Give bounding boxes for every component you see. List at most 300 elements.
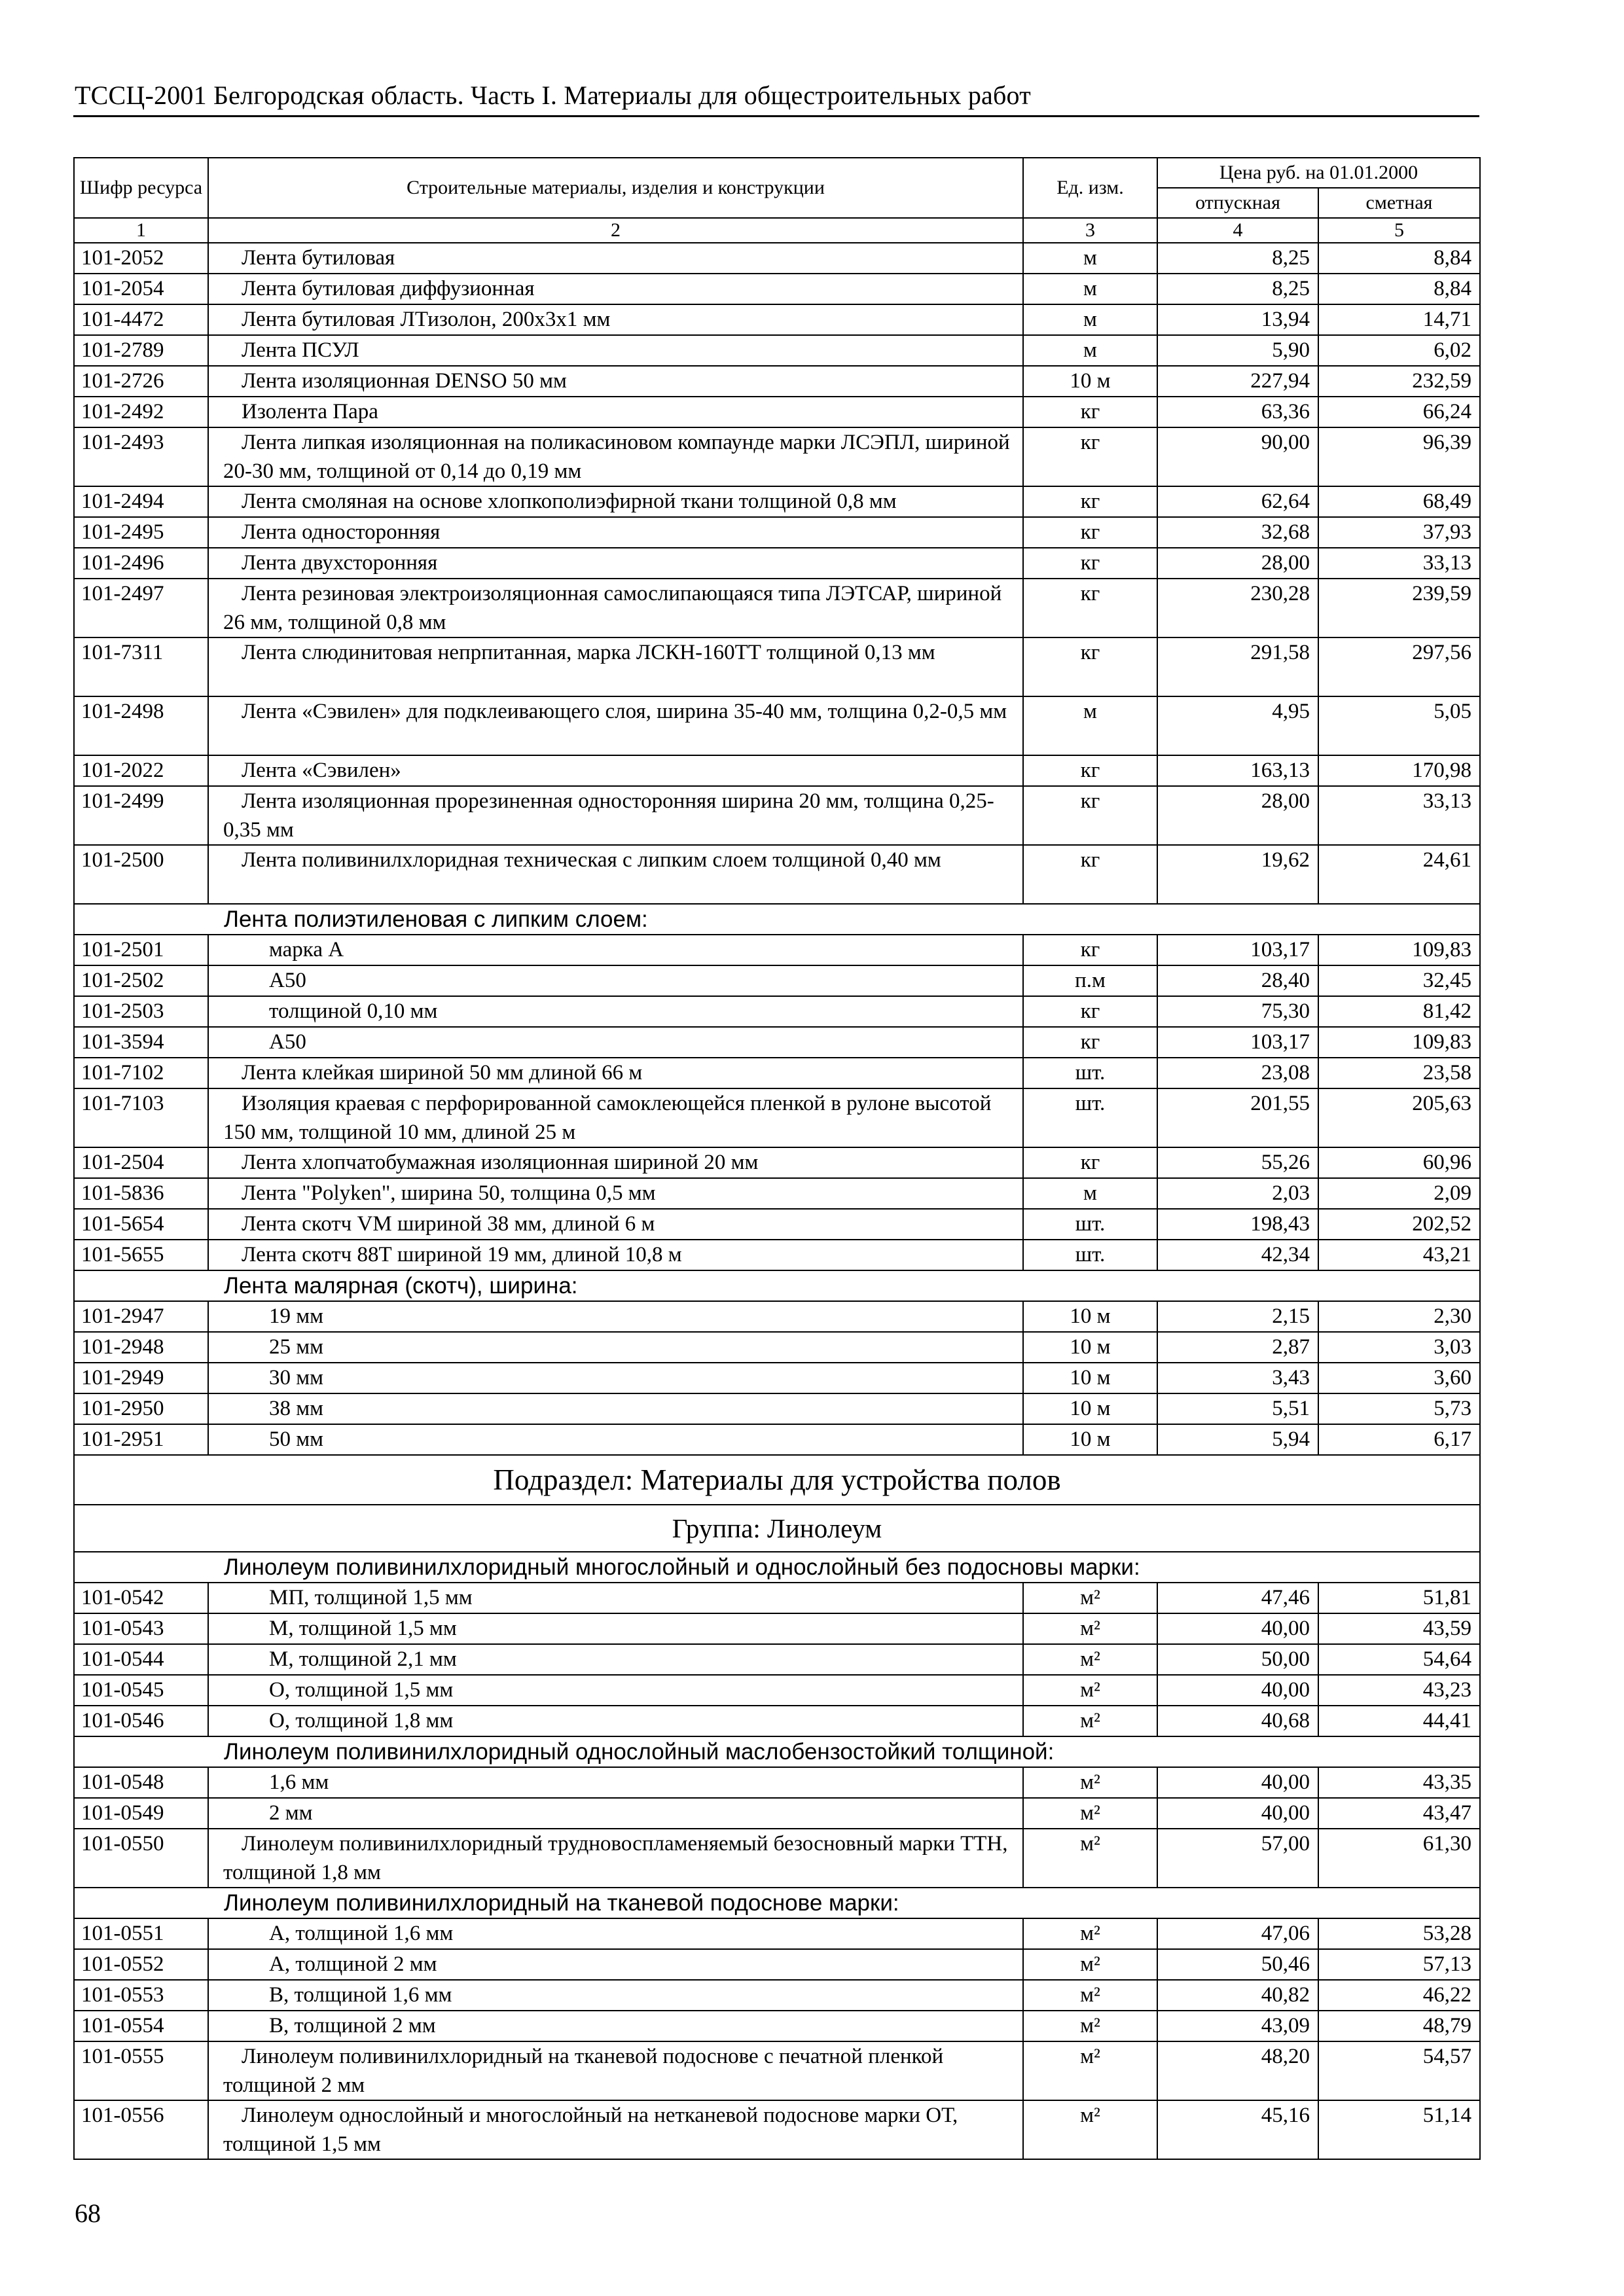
release-price: 28,00: [1157, 786, 1318, 845]
material-name: Лента резиновая электроизоляционная самослипающаяся типа ЛЭТСАР, шириной 26 мм, толщиной 0,8 мм: [208, 579, 1023, 637]
material-name: толщиной 0,10 мм: [208, 996, 1023, 1027]
estimate-price: 54,64: [1318, 1644, 1480, 1675]
release-price: 40,82: [1157, 1980, 1318, 2011]
unit-of-measure: кг: [1023, 786, 1157, 845]
material-name: В, толщиной 1,6 мм: [208, 1980, 1023, 2011]
release-price: 198,43: [1157, 1209, 1318, 1240]
column-header-release-price: отпускная: [1157, 188, 1318, 218]
table-row: [74, 1147, 1480, 1178]
table-row: [74, 1583, 1480, 1613]
unit-of-measure: шт.: [1023, 1240, 1157, 1270]
group-heading: Линолеум поливинилхлоридный однослойный маслобензостойкий толщиной:: [74, 1736, 1480, 1767]
release-price: 40,00: [1157, 1675, 1318, 1706]
estimate-price: 46,22: [1318, 1980, 1480, 2011]
resource-code: 101-7311: [74, 637, 208, 696]
unit-of-measure: м²: [1023, 1949, 1157, 1980]
table-row: [74, 1240, 1480, 1270]
release-price: 3,43: [1157, 1363, 1318, 1393]
release-price: 42,34: [1157, 1240, 1318, 1270]
material-name: А50: [208, 965, 1023, 996]
resource-code: 101-2789: [74, 335, 208, 366]
unit-of-measure: п.м: [1023, 965, 1157, 996]
unit-of-measure: кг: [1023, 1027, 1157, 1058]
resource-code: 101-0549: [74, 1798, 208, 1829]
release-price: 40,68: [1157, 1706, 1318, 1736]
group-title-row: [74, 1505, 1480, 1552]
group-heading-row: [74, 904, 1480, 935]
table-row: [74, 755, 1480, 786]
subsection-heading-row: [74, 1455, 1480, 1505]
material-name: Лента «Сэвилен» для подклеивающего слоя, ширина 35-40 мм, толщина 0,2-0,5 мм: [208, 696, 1023, 755]
material-name: Лента поливинилхлоридная техническая с липким слоем толщиной 0,40 мм: [208, 845, 1023, 904]
estimate-price: 43,59: [1318, 1613, 1480, 1644]
resource-code: 101-2499: [74, 786, 208, 845]
material-name: Лента бутиловая ЛТизолон, 200х3х1 мм: [208, 304, 1023, 335]
estimate-price: 44,41: [1318, 1706, 1480, 1736]
unit-of-measure: м²: [1023, 2011, 1157, 2041]
resource-code: 101-5654: [74, 1209, 208, 1240]
release-price: 19,62: [1157, 845, 1318, 904]
table-row: [74, 243, 1480, 274]
resource-code: 101-0542: [74, 1583, 208, 1613]
resource-code: 101-5655: [74, 1240, 208, 1270]
estimate-price: 14,71: [1318, 304, 1480, 335]
estimate-price: 37,93: [1318, 517, 1480, 548]
table-row: [74, 1178, 1480, 1209]
group-heading: Линолеум поливинилхлоридный на тканевой подоснове марки:: [74, 1888, 1480, 1918]
resource-code: 101-0544: [74, 1644, 208, 1675]
material-name: МП, толщиной 1,5 мм: [208, 1583, 1023, 1613]
material-name: Линолеум поливинилхлоридный на тканевой подоснове с печатной пленкой толщиной 2 мм: [208, 2041, 1023, 2100]
unit-of-measure: кг: [1023, 1147, 1157, 1178]
unit-of-measure: кг: [1023, 996, 1157, 1027]
release-price: 103,17: [1157, 1027, 1318, 1058]
resource-code: 101-0555: [74, 2041, 208, 2100]
column-number: 4: [1157, 218, 1318, 243]
material-name: 50 мм: [208, 1424, 1023, 1455]
material-name: М, толщиной 1,5 мм: [208, 1613, 1023, 1644]
estimate-price: 6,02: [1318, 335, 1480, 366]
unit-of-measure: м²: [1023, 2100, 1157, 2159]
estimate-price: 53,28: [1318, 1918, 1480, 1949]
estimate-price: 6,17: [1318, 1424, 1480, 1455]
unit-of-measure: 10 м: [1023, 1363, 1157, 1393]
unit-of-measure: кг: [1023, 935, 1157, 965]
page-number: 68: [75, 2198, 101, 2228]
table-row: [74, 1088, 1480, 1147]
column-number: 1: [74, 218, 208, 243]
materials-price-table: [73, 157, 1481, 2160]
material-name: 38 мм: [208, 1393, 1023, 1424]
estimate-price: 232,59: [1318, 366, 1480, 397]
unit-of-measure: кг: [1023, 755, 1157, 786]
release-price: 201,55: [1157, 1088, 1318, 1147]
material-name: В, толщиной 2 мм: [208, 2011, 1023, 2041]
material-name: Лента слюдинитовая непрпитанная, марка ЛСКН-160ТТ толщиной 0,13 мм: [208, 637, 1023, 696]
resource-code: 101-2503: [74, 996, 208, 1027]
resource-code: 101-2950: [74, 1393, 208, 1424]
table-row: [74, 2041, 1480, 2100]
resource-code: 101-3594: [74, 1027, 208, 1058]
release-price: 2,87: [1157, 1332, 1318, 1363]
estimate-price: 54,57: [1318, 2041, 1480, 2100]
group-heading-row: [74, 1270, 1480, 1301]
material-name: 1,6 мм: [208, 1767, 1023, 1798]
release-price: 291,58: [1157, 637, 1318, 696]
release-price: 5,51: [1157, 1393, 1318, 1424]
resource-code: 101-0550: [74, 1829, 208, 1888]
resource-code: 101-2501: [74, 935, 208, 965]
table-row: [74, 696, 1480, 755]
material-name: 2 мм: [208, 1798, 1023, 1829]
release-price: 45,16: [1157, 2100, 1318, 2159]
group-heading: Лента малярная (скотч), ширина:: [74, 1270, 1480, 1301]
material-name: Лента изоляционная DENSO 50 мм: [208, 366, 1023, 397]
resource-code: 101-5836: [74, 1178, 208, 1209]
material-name: Лента смоляная на основе хлопкополиэфирной ткани толщиной 0,8 мм: [208, 486, 1023, 517]
column-header-unit: Ед. изм.: [1023, 158, 1157, 218]
unit-of-measure: 10 м: [1023, 1332, 1157, 1363]
unit-of-measure: м²: [1023, 1706, 1157, 1736]
table-row: [74, 637, 1480, 696]
release-price: 62,64: [1157, 486, 1318, 517]
estimate-price: 68,49: [1318, 486, 1480, 517]
unit-of-measure: м²: [1023, 1980, 1157, 2011]
column-header-estimate-price: сметная: [1318, 188, 1480, 218]
material-name: Изоляция краевая с перфорированной самоклеющейся пленкой в рулоне высотой 150 мм, толщиной 10 мм, длиной 25 м: [208, 1088, 1023, 1147]
estimate-price: 51,81: [1318, 1583, 1480, 1613]
resource-code: 101-7103: [74, 1088, 208, 1147]
unit-of-measure: кг: [1023, 845, 1157, 904]
resource-code: 101-0545: [74, 1675, 208, 1706]
resource-code: 101-0546: [74, 1706, 208, 1736]
estimate-price: 5,73: [1318, 1393, 1480, 1424]
table-row: [74, 1363, 1480, 1393]
material-name: Лента клейкая шириной 50 мм длиной 66 м: [208, 1058, 1023, 1088]
resource-code: 101-2951: [74, 1424, 208, 1455]
release-price: 57,00: [1157, 1829, 1318, 1888]
table-row: [74, 2011, 1480, 2041]
resource-code: 101-0548: [74, 1767, 208, 1798]
unit-of-measure: шт.: [1023, 1088, 1157, 1147]
group-heading: Линолеум поливинилхлоридный многослойный и однослойный без подосновы марки:: [74, 1552, 1480, 1583]
table-row: [74, 1675, 1480, 1706]
resource-code: 101-2498: [74, 696, 208, 755]
subsection-heading: Подраздел: Материалы для устройства полов: [74, 1455, 1480, 1505]
estimate-price: 109,83: [1318, 935, 1480, 965]
estimate-price: 33,13: [1318, 786, 1480, 845]
material-name: М, толщиной 2,1 мм: [208, 1644, 1023, 1675]
table-row: [74, 965, 1480, 996]
table-row: [74, 935, 1480, 965]
release-price: 230,28: [1157, 579, 1318, 637]
estimate-price: 3,60: [1318, 1363, 1480, 1393]
unit-of-measure: кг: [1023, 637, 1157, 696]
material-name: Изолента Пара: [208, 397, 1023, 427]
estimate-price: 57,13: [1318, 1949, 1480, 1980]
column-header-name: Строительные материалы, изделия и конструкции: [208, 158, 1023, 218]
table-row: [74, 1798, 1480, 1829]
material-name: 25 мм: [208, 1332, 1023, 1363]
column-number: 3: [1023, 218, 1157, 243]
material-name: Лента скотч VM шириной 38 мм, длиной 6 м: [208, 1209, 1023, 1240]
unit-of-measure: кг: [1023, 517, 1157, 548]
unit-of-measure: м: [1023, 243, 1157, 274]
release-price: 8,25: [1157, 274, 1318, 304]
material-name: А, толщиной 1,6 мм: [208, 1918, 1023, 1949]
unit-of-measure: кг: [1023, 579, 1157, 637]
resource-code: 101-2493: [74, 427, 208, 486]
release-price: 163,13: [1157, 755, 1318, 786]
unit-of-measure: м²: [1023, 1829, 1157, 1888]
table-row: [74, 845, 1480, 904]
resource-code: 101-2726: [74, 366, 208, 397]
group-heading: Лента полиэтиленовая с липким слоем:: [74, 904, 1480, 935]
table-row: [74, 1613, 1480, 1644]
unit-of-measure: 10 м: [1023, 1393, 1157, 1424]
estimate-price: 81,42: [1318, 996, 1480, 1027]
table-row: [74, 786, 1480, 845]
release-price: 75,30: [1157, 996, 1318, 1027]
estimate-price: 170,98: [1318, 755, 1480, 786]
resource-code: 101-2502: [74, 965, 208, 996]
unit-of-measure: м²: [1023, 2041, 1157, 2100]
resource-code: 101-7102: [74, 1058, 208, 1088]
resource-code: 101-0543: [74, 1613, 208, 1644]
unit-of-measure: 10 м: [1023, 1424, 1157, 1455]
estimate-price: 202,52: [1318, 1209, 1480, 1240]
unit-of-measure: м: [1023, 304, 1157, 335]
group-heading-row: [74, 1736, 1480, 1767]
release-price: 43,09: [1157, 2011, 1318, 2041]
table-row: [74, 335, 1480, 366]
material-name: Лента односторонняя: [208, 517, 1023, 548]
estimate-price: 205,63: [1318, 1088, 1480, 1147]
table-row: [74, 274, 1480, 304]
column-header-price: Цена руб. на 01.01.2000: [1157, 158, 1480, 188]
table-body: [74, 243, 1480, 2159]
release-price: 48,20: [1157, 2041, 1318, 2100]
material-name: А50: [208, 1027, 1023, 1058]
resource-code: 101-0554: [74, 2011, 208, 2041]
estimate-price: 8,84: [1318, 243, 1480, 274]
estimate-price: 24,61: [1318, 845, 1480, 904]
release-price: 40,00: [1157, 1798, 1318, 1829]
table-row: [74, 1209, 1480, 1240]
unit-of-measure: м²: [1023, 1613, 1157, 1644]
table-row: [74, 996, 1480, 1027]
table-row: [74, 1027, 1480, 1058]
release-price: 2,15: [1157, 1301, 1318, 1332]
table-row: [74, 1918, 1480, 1949]
material-name: А, толщиной 2 мм: [208, 1949, 1023, 1980]
release-price: 5,90: [1157, 335, 1318, 366]
resource-code: 101-2022: [74, 755, 208, 786]
material-name: Лента бутиловая: [208, 243, 1023, 274]
page-header-title: ТССЦ-2001 Белгородская область. Часть I. Материалы для общестроительных работ: [75, 81, 1031, 110]
unit-of-measure: 10 м: [1023, 1301, 1157, 1332]
estimate-price: 297,56: [1318, 637, 1480, 696]
resource-code: 101-2054: [74, 274, 208, 304]
estimate-price: 96,39: [1318, 427, 1480, 486]
table-row: [74, 1644, 1480, 1675]
release-price: 50,46: [1157, 1949, 1318, 1980]
release-price: 32,68: [1157, 517, 1318, 548]
material-name: О, толщиной 1,5 мм: [208, 1675, 1023, 1706]
material-name: Лента двухсторонняя: [208, 548, 1023, 579]
release-price: 28,00: [1157, 548, 1318, 579]
estimate-price: 43,35: [1318, 1767, 1480, 1798]
material-name: 19 мм: [208, 1301, 1023, 1332]
header-divider: [73, 115, 1479, 117]
table-row: [74, 486, 1480, 517]
column-number: 5: [1318, 218, 1480, 243]
release-price: 4,95: [1157, 696, 1318, 755]
group-title: Группа: Линолеум: [74, 1505, 1480, 1552]
release-price: 55,26: [1157, 1147, 1318, 1178]
estimate-price: 51,14: [1318, 2100, 1480, 2159]
material-name: 30 мм: [208, 1363, 1023, 1393]
resource-code: 101-2496: [74, 548, 208, 579]
table-row: [74, 1424, 1480, 1455]
table-row: [74, 366, 1480, 397]
resource-code: 101-0553: [74, 1980, 208, 2011]
unit-of-measure: кг: [1023, 427, 1157, 486]
resource-code: 101-2492: [74, 397, 208, 427]
estimate-price: 48,79: [1318, 2011, 1480, 2041]
unit-of-measure: м: [1023, 696, 1157, 755]
unit-of-measure: м²: [1023, 1918, 1157, 1949]
estimate-price: 43,23: [1318, 1675, 1480, 1706]
estimate-price: 66,24: [1318, 397, 1480, 427]
unit-of-measure: м: [1023, 335, 1157, 366]
table-row: [74, 517, 1480, 548]
estimate-price: 2,09: [1318, 1178, 1480, 1209]
material-name: Лента липкая изоляционная на поликасиновом компаунде марки ЛСЭПЛ, шириной 20-30 мм, толщиной от 0,14 до 0,19 мм: [208, 427, 1023, 486]
estimate-price: 3,03: [1318, 1332, 1480, 1363]
material-name: Лента ПСУЛ: [208, 335, 1023, 366]
unit-of-measure: кг: [1023, 486, 1157, 517]
resource-code: 101-0556: [74, 2100, 208, 2159]
release-price: 47,06: [1157, 1918, 1318, 1949]
release-price: 40,00: [1157, 1767, 1318, 1798]
resource-code: 101-2948: [74, 1332, 208, 1363]
estimate-price: 8,84: [1318, 274, 1480, 304]
release-price: 40,00: [1157, 1613, 1318, 1644]
unit-of-measure: м²: [1023, 1644, 1157, 1675]
release-price: 2,03: [1157, 1178, 1318, 1209]
estimate-price: 61,30: [1318, 1829, 1480, 1888]
table-row: [74, 427, 1480, 486]
table-row: [74, 1706, 1480, 1736]
resource-code: 101-2494: [74, 486, 208, 517]
column-number: 2: [208, 218, 1023, 243]
estimate-price: 33,13: [1318, 548, 1480, 579]
estimate-price: 60,96: [1318, 1147, 1480, 1178]
material-name: Линолеум однослойный и многослойный на нетканевой подоснове марки ОТ, толщиной 1,5 мм: [208, 2100, 1023, 2159]
resource-code: 101-2500: [74, 845, 208, 904]
material-name: О, толщиной 1,8 мм: [208, 1706, 1023, 1736]
unit-of-measure: м: [1023, 274, 1157, 304]
resource-code: 101-2504: [74, 1147, 208, 1178]
resource-code: 101-4472: [74, 304, 208, 335]
estimate-price: 239,59: [1318, 579, 1480, 637]
unit-of-measure: м: [1023, 1178, 1157, 1209]
resource-code: 101-2949: [74, 1363, 208, 1393]
table-row: [74, 548, 1480, 579]
release-price: 23,08: [1157, 1058, 1318, 1088]
unit-of-measure: м²: [1023, 1798, 1157, 1829]
release-price: 63,36: [1157, 397, 1318, 427]
release-price: 47,46: [1157, 1583, 1318, 1613]
table-row: [74, 397, 1480, 427]
unit-of-measure: 10 м: [1023, 366, 1157, 397]
release-price: 5,94: [1157, 1424, 1318, 1455]
unit-of-measure: шт.: [1023, 1058, 1157, 1088]
unit-of-measure: м²: [1023, 1675, 1157, 1706]
group-heading-row: [74, 1552, 1480, 1583]
table-row: [74, 1393, 1480, 1424]
table-row: [74, 1058, 1480, 1088]
table-row: [74, 579, 1480, 637]
unit-of-measure: кг: [1023, 397, 1157, 427]
resource-code: 101-2052: [74, 243, 208, 274]
release-price: 90,00: [1157, 427, 1318, 486]
table-row: [74, 2100, 1480, 2159]
resource-code: 101-0551: [74, 1918, 208, 1949]
unit-of-measure: шт.: [1023, 1209, 1157, 1240]
table-row: [74, 1980, 1480, 2011]
material-name: марка А: [208, 935, 1023, 965]
estimate-price: 5,05: [1318, 696, 1480, 755]
release-price: 8,25: [1157, 243, 1318, 274]
group-heading-row: [74, 1888, 1480, 1918]
material-name: Лента «Сэвилен»: [208, 755, 1023, 786]
table-row: [74, 304, 1480, 335]
unit-of-measure: кг: [1023, 548, 1157, 579]
release-price: 50,00: [1157, 1644, 1318, 1675]
release-price: 103,17: [1157, 935, 1318, 965]
material-name: Лента изоляционная прорезиненная односторонняя ширина 20 мм, толщина 0,25-0,35 мм: [208, 786, 1023, 845]
resource-code: 101-2947: [74, 1301, 208, 1332]
resource-code: 101-0552: [74, 1949, 208, 1980]
material-name: Линолеум поливинилхлоридный трудновоспламеняемый безосновный марки ТТН, толщиной 1,8 мм: [208, 1829, 1023, 1888]
material-name: Лента бутиловая диффузионная: [208, 274, 1023, 304]
estimate-price: 23,58: [1318, 1058, 1480, 1088]
unit-of-measure: м²: [1023, 1583, 1157, 1613]
release-price: 28,40: [1157, 965, 1318, 996]
table-row: [74, 1829, 1480, 1888]
unit-of-measure: м²: [1023, 1767, 1157, 1798]
material-name: Лента хлопчатобумажная изоляционная шириной 20 мм: [208, 1147, 1023, 1178]
resource-code: 101-2497: [74, 579, 208, 637]
table-row: [74, 1332, 1480, 1363]
table-row: [74, 1949, 1480, 1980]
estimate-price: 109,83: [1318, 1027, 1480, 1058]
estimate-price: 32,45: [1318, 965, 1480, 996]
estimate-price: 43,47: [1318, 1798, 1480, 1829]
estimate-price: 43,21: [1318, 1240, 1480, 1270]
release-price: 13,94: [1157, 304, 1318, 335]
material-name: Лента "Polyken", ширина 50, толщина 0,5 мм: [208, 1178, 1023, 1209]
estimate-price: 2,30: [1318, 1301, 1480, 1332]
table-row: [74, 1301, 1480, 1332]
resource-code: 101-2495: [74, 517, 208, 548]
column-header-code: Шифр ресурса: [74, 158, 208, 218]
release-price: 227,94: [1157, 366, 1318, 397]
table-row: [74, 1767, 1480, 1798]
material-name: Лента скотч 88Т шириной 19 мм, длиной 10,8 м: [208, 1240, 1023, 1270]
